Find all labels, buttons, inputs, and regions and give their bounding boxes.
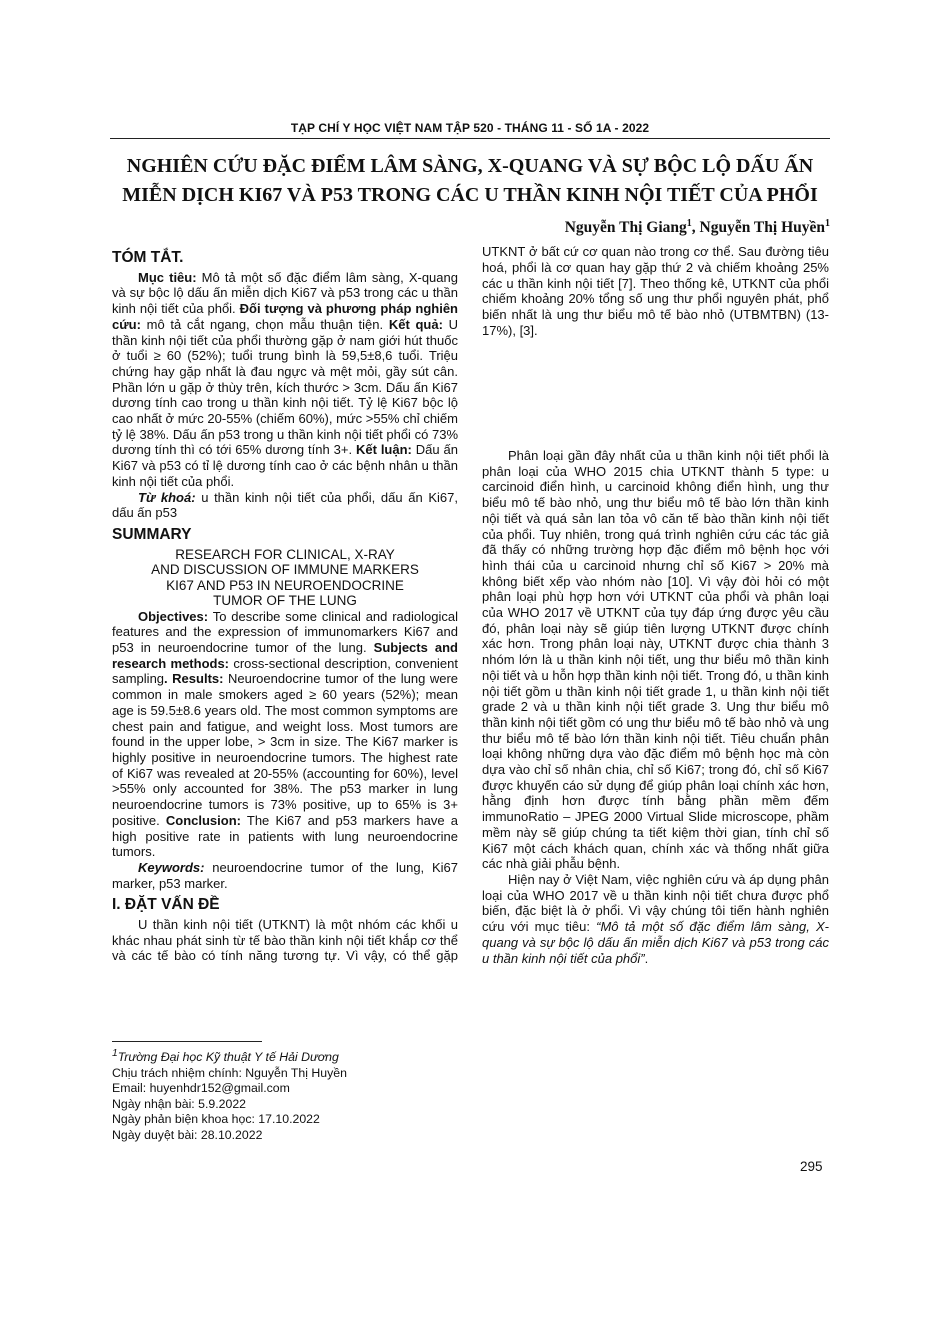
section-heading: I. ĐẶT VẤN ĐỀ	[112, 896, 220, 914]
abstract-text: Mô tả một số đặc điểm lâm sàng, X-quang và sự bộc lộ dấu ấn miễn dịch Ki67 và p53 trong các u thần kinh nội tiết của phổi.	[112, 269, 458, 317]
objective-text: Hiện nay ở Việt Nam, việc nghiên cứu và áp dụng phân loại của WHO 2017 về u thần kinh nội tiết chưa được phổ biến, đặc biệt là ở phổi. Vì vậy chúng tôi tiến hành nghiên cứu với mục tiêu:	[482, 871, 829, 935]
affiliation-text: Trường Đại học Kỹ thuật Y tế Hải Dương	[117, 1050, 339, 1065]
objective-end: .	[644, 950, 649, 966]
contact-email: Email: huyenhdr152@gmail.com	[112, 1081, 290, 1096]
abstract-text: cross-sectional description, convenient sampling	[112, 655, 459, 687]
label-subjects: Subjects and research methods:	[112, 640, 458, 671]
footnotes	[112, 1046, 458, 1144]
author-name: Nguyễn Thị Giang	[564, 219, 687, 237]
abstract-text: mô tả cắt ngang, chọn mẫu thuận tiện.	[140, 316, 389, 332]
abstract-text: U thần kinh nội tiết của phổi thường gặp ở nam giới hút thuốc ở tuổi ≥ 60 (52%); tuổi trung bình là 59,5±8,6 tuổi. Triệu chứng hay gặp nhất là đau ngực và mệt mỏi, gầy sút cân. Phần lớn u gặp ở thùy trên, kích thước > 3cm. Dấu ấn Ki67 dương tính cao trong u thần kinh nội tiết. Tỷ lệ Ki67 bộc lộ cao nhất ở mức 20-55% (chiếm 60%), mức >55% chỉ chiếm tỷ lệ 38%. Dấu ấn p53 trong u thần kinh nội tiết phổi có 73% dương tính thì có tới 65% dương tính 3+.	[112, 316, 459, 458]
page-number: 295	[800, 1159, 823, 1174]
abstract-text: Neuroendocrine tumor of the lung were common in male smokers aged ≥ 60 years (52%); mean age is 59.5±8.6 years old. The most common symptoms are chest pain and fatigue, and weight loss. Most tumors are found in the upper lobe, > 3cm in size. The Ki67 marker is highly positive in neuroendocrine tumors. The highest rate of Ki67 was revealed at 20-55% (accounting for 60%), level >55% only accounted for 38%. The p53 marker in lung neuroendocrine tumors is 73% positive, up to 65% is 3+ positive.	[112, 671, 459, 828]
abstract-text: Dấu ấn Ki67 và p53 có tỉ lệ dương tính cao ở các bệnh nhân u thần kinh nội tiết của phổi.	[112, 442, 458, 489]
label-tu-khoa: Từ khoá:	[138, 489, 196, 505]
objective-paragraph	[482, 872, 829, 966]
author-line	[565, 218, 830, 237]
summary-title-line: KI67 AND P53 IN NEUROENDOCRINE	[166, 577, 404, 593]
keywords-text: neuroendocrine tumor of the lung, Ki67 marker, p53 marker.	[112, 859, 458, 891]
label-conclusion: Conclusion:	[165, 812, 241, 828]
intro-paragraph-continued	[482, 244, 829, 448]
footnote-divider	[112, 1041, 262, 1042]
label-results: . Results:	[164, 671, 224, 687]
abstract-text: The Ki67 and p53 markers have a high positive rate in patients with lung neuroendocrine tumors.	[112, 812, 458, 860]
summary-title-line: TUMOR OF THE LUNG	[213, 593, 357, 609]
summary-abstract	[112, 609, 458, 860]
left-column	[112, 250, 458, 964]
objective-quote: “Mô tả một số đặc điểm lâm sàng, X-quang và sự bộc lộ dấu ấn miễn dịch Ki67 và p53 trong các u thần kinh nội tiết của phổi”	[482, 919, 829, 966]
classification-paragraph: Phân loại gần đây nhất của u thần kinh nội tiết phổi là phân loại của WHO 2015 chia UTKNT thành 5 type: u carcinoid điển hình, u carcinoid không điển hình, ung thư biểu mô tế bào nhỏ, ung thư biểu mô tế bào lớn thần kinh nội tiết và quá sản lan tỏa vô căn tế bào thần kinh nội tiết của phổi. Tuy nhiên, trong quá trình nghiên cứu các tác giả đã thấy có những trường hợp đặc điểm mô bệnh học với hình thái của u carcinoid nhưng chỉ số Ki67 > 20% mà không biết xếp vào nhóm nào [10]. Vì vậy đòi hỏi có một phân loại phù hợp hơn với UTKNT của phổi và phân loại của WHO 2017 về UTKNT của tụy đáp ứng được yêu cầu đó, phân loại này sẽ giúp tiên lượng UTKNT được chính xác hơn. Trong phân loại này, UTKNT được chia thành 3 nhóm lớn là u thần kinh nội tiết, ung thư biểu mô thần kinh nội tiết và u hỗn hợp thần kinh nội tiết. Trong đó, u thần kinh nội tiết gồm u thần kinh nội tiết grade 1, u thần kinh nội tiết grade 2 và u thần kinh nội tiết grade 3. Ung thư biểu mô thần kinh nội tiết gồm có ung thư biểu mô tế bào nhỏ và ung thư biểu mô tế bào lớn thần kinh nội tiết. Tiêu chuẩn phân loại không những dựa vào đặc điểm mô bệnh học mà còn dựa vào chỉ số nhân chia, chỉ số Ki67; trong đó, chỉ số Ki67 được khuyến cáo sử dụng để giúp phân loại chính xác hơn, hằng định hơn được tính bằng phần mềm đếm immunoRatio – JPEG 2000 Virtual Slide microscope, phầm mềm này sẽ giúp chúng ta tiết kiệm thời gian, tính chỉ số Ki67 một cách khách quan, chính xác và thống nhất giữa các nhà giải phẫu bệnh.	[482, 448, 829, 872]
article-title: NGHIÊN CỨU ĐẶC ĐIỂM LÂM SÀNG, X-QUANG VÀ SỰ BỘC LỘ DẤU ẤN MIỄN DỊCH KI67 VÀ P53 TRONG CÁC U THẦN KINH NỘI TIẾT CỦA PHỔI	[122, 155, 818, 206]
abstract-text: To describe some clinical and radiological features and the expression of immunomarkers Ki67 and p53 in neuroendocrine tumor of the lung.	[112, 608, 458, 656]
tomtat-keywords	[112, 490, 458, 521]
affiliation-note	[112, 1046, 458, 1066]
summary-title-line: RESEARCH FOR CLINICAL, X-RAY	[175, 546, 395, 562]
intro-paragraph: U thần kinh nội tiết (UTKNT) là một nhóm các khối u khác nhau phát sinh từ tế bào thần kinh nội tiết khắp cơ thể và các tế bào có tính năng tương tự. Vì vậy, có thể gặp	[112, 917, 458, 964]
label-muc-tieu: Mục tiêu:	[138, 269, 197, 285]
keywords-text: u thần kinh nội tiết của phổi, dấu ấn Ki67, dấu ấn p53	[112, 489, 458, 521]
date-approved: Ngày duyệt bài: 28.10.2022	[112, 1128, 263, 1143]
date-reviewed: Ngày phản biện khoa học: 17.10.2022	[112, 1112, 320, 1127]
header-divider	[110, 138, 830, 139]
author-name: Nguyễn Thị Huyền	[699, 219, 825, 237]
label-ket-luan: Kết luận:	[355, 442, 412, 458]
responsible-author: Chịu trách nhiệm chính: Nguyễn Thị Huyền	[112, 1065, 347, 1080]
label-ket-qua: Kết quả:	[388, 316, 443, 332]
author-affiliation-mark: 1	[825, 218, 830, 229]
author-affiliation-mark: 1	[686, 218, 692, 229]
author-separator: ,	[691, 219, 700, 237]
right-column	[482, 244, 829, 966]
tomtat-heading: TÓM TẮT.	[112, 249, 184, 266]
affiliation-mark: 1	[112, 1048, 118, 1059]
label-doi-tuong: Đối tượng và phương pháp nghiên cứu:	[112, 301, 458, 332]
tomtat-abstract	[112, 270, 458, 490]
date-received: Ngày nhận bài: 5.9.2022	[112, 1096, 247, 1111]
summary-keywords	[112, 860, 458, 891]
summary-heading: SUMMARY	[112, 525, 192, 543]
journal-running-header: TẠP CHÍ Y HỌC VIỆT NAM TẬP 520 - THÁNG 11 - SỐ 1A - 2022	[290, 121, 650, 135]
label-objectives: Objectives:	[138, 608, 209, 624]
intro-continued-text: UTKNT ở bất cứ cơ quan nào trong cơ thể. Sau đường tiêu hoá, phổi là cơ quan hay gặp thứ 2 và chiếm khoảng 25% các u thần kinh nội tiết [7]. Theo thống kê, UTKNT của phổi chiếm khoảng 20% tổng số ung thư phổi nguyên phát, phổ biến nhất là ung thư biểu mô tế bào nhỏ (UTBMTBN) (13-17%), [3].	[482, 244, 829, 338]
label-keywords: Keywords:	[138, 859, 205, 875]
summary-title-line: AND DISCUSSION OF IMMUNE MARKERS	[151, 562, 419, 578]
